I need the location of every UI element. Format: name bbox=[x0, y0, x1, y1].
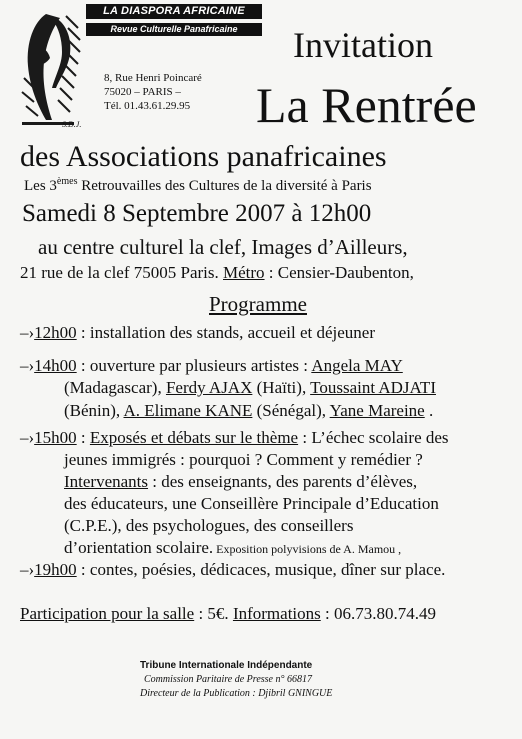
address-line-2: 75020 – PARIS – bbox=[104, 86, 181, 98]
artist-name: A. Elimane KANE bbox=[123, 401, 253, 420]
separator: : bbox=[76, 428, 90, 447]
event-date: Samedi 8 Septembre 2007 à 12h00 bbox=[22, 200, 372, 227]
item-text: : ouverture par plusieurs artistes : bbox=[76, 356, 312, 375]
programme-heading: Programme bbox=[209, 292, 307, 316]
rentree-heading: La Rentrée bbox=[256, 77, 477, 133]
time-label: 19h00 bbox=[34, 560, 77, 579]
associations-heading: des Associations panafricaines bbox=[20, 140, 387, 173]
retrouvailles-line bbox=[24, 176, 372, 198]
punctuation: . bbox=[424, 401, 434, 420]
banner-subtitle: Revue Culturelle Panafricaine bbox=[86, 23, 262, 36]
participation-label: Participation pour la salle bbox=[20, 604, 195, 623]
arrow-icon: –› bbox=[20, 356, 35, 375]
metro-station: : Censier-Daubenton, bbox=[264, 263, 414, 282]
programme-item-14h bbox=[20, 355, 403, 376]
banner-title: LA DIASPORA AFRICAINE bbox=[86, 4, 262, 19]
programme-item-19h bbox=[20, 559, 445, 580]
debate-line-5: (C.P.E.), des psychologues, des conseillers bbox=[64, 516, 354, 535]
time-label: 12h00 bbox=[34, 323, 77, 342]
programme-item-15h bbox=[20, 427, 449, 448]
info-phone: : 06.73.80.74.49 bbox=[320, 604, 436, 623]
theme-label: Exposés et débats sur le thème bbox=[89, 428, 299, 447]
artists-line-3 bbox=[64, 400, 433, 421]
footer-director: Directeur de la Publication : Djibril GNINGUE bbox=[140, 688, 333, 699]
artist-origin: (Sénégal), bbox=[252, 401, 330, 420]
artist-name: Toussaint ADJATI bbox=[310, 378, 436, 397]
footer-publisher: Tribune Internationale Indépendante bbox=[140, 660, 313, 671]
exposition-note: Exposition polyvisions de A. Mamou , bbox=[213, 542, 402, 556]
arrow-icon: –› bbox=[20, 428, 35, 447]
intervenants-label: Intervenants bbox=[64, 472, 149, 491]
item-text: : contes, poésies, dédicaces, musique, dîner sur place. bbox=[76, 560, 446, 579]
diaspora-logo bbox=[16, 8, 82, 132]
footer-commission: Commission Paritaire de Presse n° 66817 bbox=[144, 674, 312, 685]
artist-origin: (Bénin), bbox=[64, 401, 124, 420]
retro-prefix: Les 3 bbox=[24, 178, 57, 194]
item-text: d’orientation scolaire. bbox=[64, 538, 214, 557]
arrow-icon: –› bbox=[20, 560, 35, 579]
item-text: : L’échec scolaire des bbox=[298, 428, 449, 447]
info-label: Informations bbox=[232, 604, 321, 623]
debate-line-3 bbox=[64, 471, 417, 492]
time-label: 14h00 bbox=[34, 356, 77, 375]
artist-origin: (Madagascar), bbox=[64, 378, 166, 397]
artists-line-2 bbox=[64, 377, 436, 398]
venue-line-2 bbox=[20, 262, 414, 284]
logo-signature: S.D.J. bbox=[62, 120, 82, 129]
metro-label: Métro bbox=[223, 263, 265, 282]
participation-line bbox=[20, 603, 436, 624]
artist-name: Yane Mareine bbox=[329, 401, 425, 420]
address-line-1: 8, Rue Henri Poincaré bbox=[104, 72, 202, 84]
item-text: : des enseignants, des parents d’élèves, bbox=[148, 472, 418, 491]
arrow-icon: –› bbox=[20, 323, 35, 342]
participation-price: : 5€. bbox=[194, 604, 233, 623]
programme-item-12h bbox=[20, 322, 375, 343]
debate-line-4: des éducateurs, une Conseillère Principale d’Education bbox=[64, 494, 439, 513]
item-text: : installation des stands, accueil et déjeuner bbox=[76, 323, 376, 342]
venue-address: 21 rue de la clef 75005 Paris. bbox=[20, 263, 223, 282]
venue-line-1: au centre culturel la clef, Images d’Ailleurs, bbox=[38, 235, 408, 259]
artist-name: Ferdy AJAX bbox=[165, 378, 253, 397]
artist-name: Angela MAY bbox=[311, 356, 403, 375]
time-label: 15h00 bbox=[34, 428, 77, 447]
address-line-3: Tél. 01.43.61.29.95 bbox=[104, 100, 191, 112]
retro-suffix: Retrouvailles des Cultures de la diversité à Paris bbox=[77, 178, 372, 194]
artist-origin: (Haïti), bbox=[252, 378, 311, 397]
debate-line-2: jeunes immigrés : pourquoi ? Comment y remédier ? bbox=[64, 450, 423, 469]
invitation-heading: Invitation bbox=[293, 25, 433, 65]
retro-sup: èmes bbox=[56, 176, 78, 187]
debate-line-6 bbox=[64, 537, 401, 560]
